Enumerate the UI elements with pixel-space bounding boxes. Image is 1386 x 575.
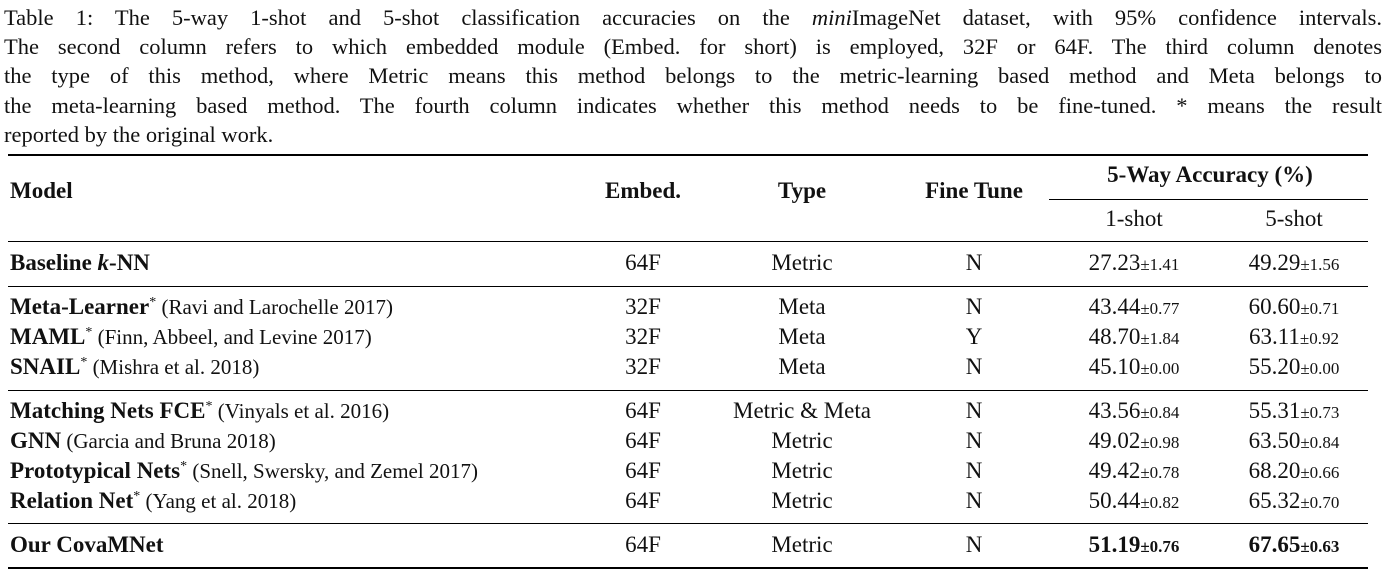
header-model: Model xyxy=(10,178,73,203)
five-shot-accuracy xyxy=(1249,488,1340,514)
caption-label: Table 1: xyxy=(4,5,94,30)
model-name: SNAIL xyxy=(10,354,81,379)
citation: (Ravi and Larochelle 2017) xyxy=(156,295,393,319)
type-cell: Metric xyxy=(771,428,833,453)
type-cell: Metric xyxy=(771,458,833,483)
five-shot-accuracy xyxy=(1249,398,1340,424)
confidence-interval: ±1.56 xyxy=(1300,255,1340,274)
model-name-cell xyxy=(10,428,276,454)
type-cell: Meta xyxy=(778,324,826,349)
table-caption xyxy=(4,3,1382,149)
accuracy-value: 48.70 xyxy=(1088,324,1141,349)
five-shot-accuracy xyxy=(1249,324,1339,350)
embed-cell: 64F xyxy=(625,398,661,423)
confidence-interval: ±0.73 xyxy=(1300,403,1340,422)
accuracy-value: 67.65 xyxy=(1248,532,1301,557)
caption-dataset-rest: ImageNet dataset, with 95% confidence intervals. xyxy=(851,5,1383,30)
caption-line-5: reported by the original work. xyxy=(4,121,274,147)
caption-dataset-italic: mini xyxy=(811,5,852,30)
five-shot-accuracy xyxy=(1249,294,1340,320)
caption-text-1: The 5-way 1-shot and 5-shot classification accuracies on the xyxy=(114,5,790,30)
confidence-interval: ±0.76 xyxy=(1140,537,1180,556)
fine-tune-cell: N xyxy=(965,398,983,423)
header-accuracy-group: 5-Way Accuracy (%) xyxy=(1107,162,1313,187)
one-shot-accuracy xyxy=(1089,532,1180,558)
accuracy-value: 63.11 xyxy=(1249,324,1300,349)
fine-tune-cell: N xyxy=(965,488,983,513)
model-name-cell xyxy=(10,532,164,558)
model-name-cell xyxy=(10,354,259,380)
type-cell: Metric xyxy=(771,532,833,557)
five-shot-accuracy xyxy=(1249,532,1340,558)
type-cell: Metric xyxy=(771,488,833,513)
model-name: Baseline k-NN xyxy=(10,250,150,275)
model-name: Prototypical Nets xyxy=(10,458,181,483)
five-shot-accuracy xyxy=(1249,458,1340,484)
accuracy-value: 45.10 xyxy=(1088,354,1141,379)
accuracy-value: 50.44 xyxy=(1088,488,1141,513)
header-fine-tune: Fine Tune xyxy=(925,178,1023,203)
accuracy-value: 49.42 xyxy=(1088,458,1141,483)
confidence-interval: ±0.78 xyxy=(1140,463,1180,482)
embed-cell: 32F xyxy=(625,324,661,349)
model-name: MAML xyxy=(10,324,86,349)
confidence-interval: ±0.84 xyxy=(1300,433,1340,452)
accuracy-value: 63.50 xyxy=(1248,428,1301,453)
top-rule xyxy=(8,154,1368,156)
fine-tune-cell: N xyxy=(965,532,983,557)
fine-tune-cell: N xyxy=(965,428,983,453)
one-shot-accuracy xyxy=(1089,488,1180,514)
fine-tune-cell: N xyxy=(965,294,983,319)
asterisk-mark: * xyxy=(205,399,213,414)
embed-cell: 32F xyxy=(625,294,661,319)
model-name-cell xyxy=(10,294,393,320)
confidence-interval: ±0.66 xyxy=(1300,463,1340,482)
confidence-interval: ±0.98 xyxy=(1140,433,1180,452)
citation: (Garcia and Bruna 2018) xyxy=(61,429,276,453)
accuracy-value: 68.20 xyxy=(1248,458,1301,483)
asterisk-mark: * xyxy=(133,489,141,504)
confidence-interval: ±0.92 xyxy=(1299,329,1339,348)
caption-line-1 xyxy=(4,3,1382,32)
asterisk-mark: * xyxy=(80,355,88,370)
header-embed: Embed. xyxy=(604,178,682,203)
type-cell: Meta xyxy=(778,294,826,319)
header-rule xyxy=(8,241,1368,242)
accuracy-value: 49.29 xyxy=(1248,250,1301,275)
caption-line-2: The second column refers to which embedded module (Embed. for short) is employed, 32F or 64F. The third column denotes xyxy=(4,34,1382,60)
confidence-interval: ±0.77 xyxy=(1140,299,1180,318)
confidence-interval: ±1.41 xyxy=(1140,255,1180,274)
one-shot-accuracy xyxy=(1089,458,1180,484)
accuracy-value: 43.44 xyxy=(1088,294,1141,319)
confidence-interval: ±0.71 xyxy=(1300,299,1340,318)
model-name: Relation Net xyxy=(10,488,134,513)
model-name-cell xyxy=(10,324,372,350)
five-shot-accuracy xyxy=(1249,428,1340,454)
header-type: Type xyxy=(777,178,827,203)
model-name-cell xyxy=(10,458,478,484)
confidence-interval: ±0.70 xyxy=(1300,493,1340,512)
embed-cell: 64F xyxy=(625,488,661,513)
asterisk-mark: * xyxy=(149,295,157,310)
caption-line-3: the type of this method, where Metric means this method belongs to the metric-learning based method and Meta belongs to xyxy=(4,63,1382,89)
type-cell: Metric xyxy=(771,250,833,275)
accuracy-value: 27.23 xyxy=(1088,250,1141,275)
fine-tune-cell: Y xyxy=(965,324,983,349)
confidence-interval: ±0.00 xyxy=(1300,359,1340,378)
embed-cell: 64F xyxy=(625,428,661,453)
confidence-interval: ±1.84 xyxy=(1140,329,1180,348)
group-rule-2 xyxy=(8,390,1368,391)
type-cell: Meta xyxy=(778,354,826,379)
confidence-interval: ±0.63 xyxy=(1300,537,1340,556)
confidence-interval: ±0.82 xyxy=(1140,493,1180,512)
model-name-cell xyxy=(10,398,389,424)
one-shot-accuracy xyxy=(1089,324,1180,350)
model-name: Matching Nets FCE xyxy=(10,398,206,423)
type-cell: Metric & Meta xyxy=(733,398,871,423)
accuracy-value: 55.20 xyxy=(1248,354,1301,379)
fine-tune-cell: N xyxy=(965,458,983,483)
asterisk-mark: * xyxy=(180,459,188,474)
one-shot-accuracy xyxy=(1089,250,1180,276)
model-name: GNN xyxy=(10,428,62,453)
one-shot-accuracy xyxy=(1089,354,1180,380)
one-shot-accuracy xyxy=(1089,398,1180,424)
embed-cell: 32F xyxy=(625,354,661,379)
accuracy-value: 51.19 xyxy=(1088,532,1141,557)
bottom-rule xyxy=(8,567,1368,569)
confidence-interval: ±0.84 xyxy=(1140,403,1180,422)
accuracy-group-rule xyxy=(1049,199,1368,200)
math-k: k xyxy=(97,250,110,275)
one-shot-accuracy xyxy=(1089,428,1180,454)
embed-cell: 64F xyxy=(625,532,661,557)
header-one-shot: 1-shot xyxy=(1105,206,1163,231)
embed-cell: 64F xyxy=(625,458,661,483)
accuracy-value: 60.60 xyxy=(1248,294,1301,319)
fine-tune-cell: N xyxy=(965,354,983,379)
confidence-interval: ±0.00 xyxy=(1140,359,1180,378)
group-rule-1 xyxy=(8,286,1368,287)
accuracy-value: 65.32 xyxy=(1248,488,1301,513)
asterisk-mark: * xyxy=(85,325,93,340)
five-shot-accuracy xyxy=(1249,250,1340,276)
citation: (Vinyals et al. 2016) xyxy=(212,399,390,423)
header-five-shot: 5-shot xyxy=(1265,206,1323,231)
citation: (Yang et al. 2018) xyxy=(140,489,297,513)
fine-tune-cell: N xyxy=(965,250,983,275)
accuracy-value: 49.02 xyxy=(1088,428,1141,453)
citation: (Snell, Swersky, and Zemel 2017) xyxy=(187,459,478,483)
group-rule-3 xyxy=(8,523,1368,524)
citation: (Mishra et al. 2018) xyxy=(87,355,260,379)
embed-cell: 64F xyxy=(625,250,661,275)
model-name: Our CovaMNet xyxy=(10,532,164,557)
accuracy-value: 55.31 xyxy=(1248,398,1301,423)
five-shot-accuracy xyxy=(1249,354,1340,380)
one-shot-accuracy xyxy=(1089,294,1180,320)
citation: (Finn, Abbeel, and Levine 2017) xyxy=(92,325,372,349)
caption-line-4: the meta-learning based method. The fourth column indicates whether this method needs to be fine-tuned. * means the result xyxy=(4,92,1382,118)
model-name-cell xyxy=(10,250,150,276)
model-name-cell xyxy=(10,488,296,514)
model-name: Meta-Learner xyxy=(10,294,150,319)
accuracy-value: 43.56 xyxy=(1088,398,1141,423)
